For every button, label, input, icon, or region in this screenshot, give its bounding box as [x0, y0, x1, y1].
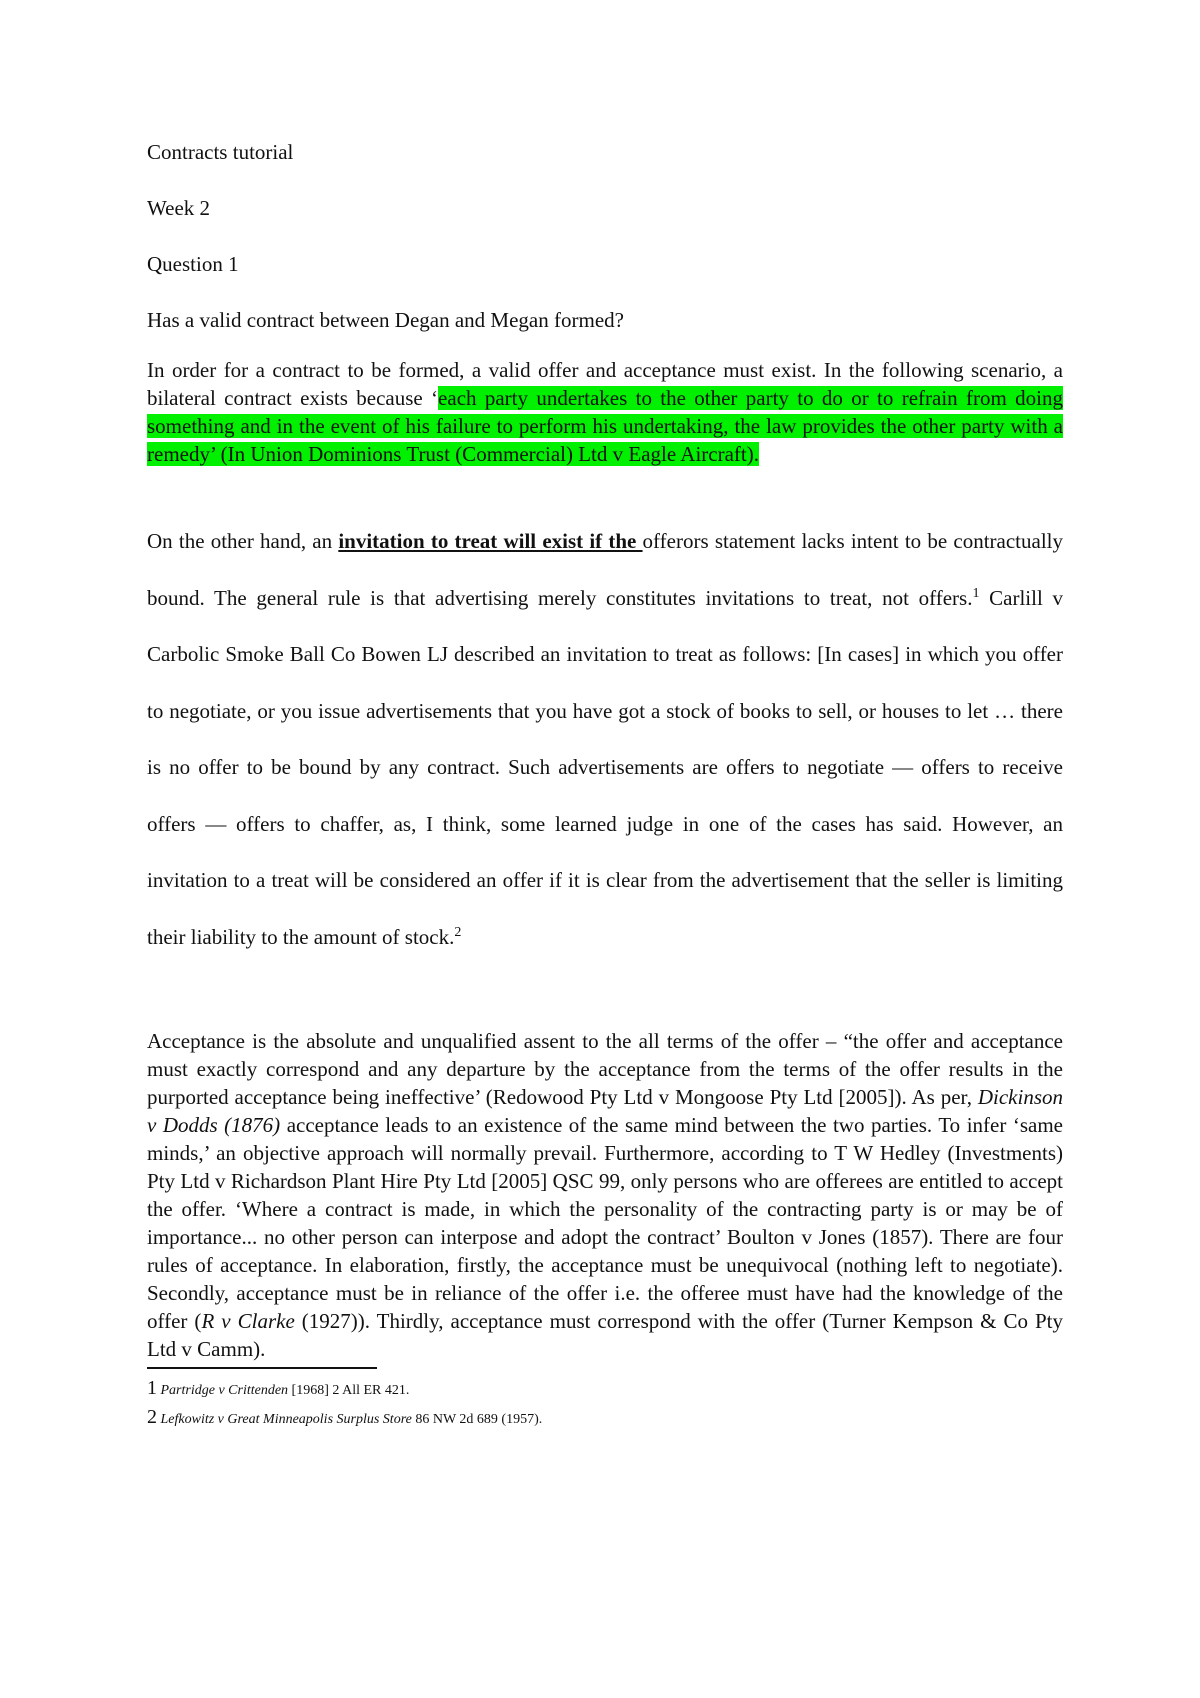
footnote-2-citation: 86 NW 2d 689 (1957).	[411, 1412, 543, 1427]
highlighted-quote: each party undertakes to the other party to do or to refrain from doing something and in the event of his failure to perform his undertaking, the law provides the other party with a remedy’ (In Union Dominions Trust (Commercial) Ltd v Eagle Aircraft).	[147, 386, 1064, 466]
footnote-2-case: Lefkowitz v Great Minneapolis Surplus Store	[160, 1412, 412, 1427]
paragraph2-part2: offerors statement lacks intent to be contractually bound. The general rule is that advertising merely constitutes invitations to treat, not offers.	[147, 529, 1063, 610]
footnote-ref-2[interactable]: 2	[454, 924, 462, 940]
footnote-separator	[147, 1367, 377, 1369]
footnote-ref-1[interactable]: 1	[972, 585, 980, 601]
week-label: Week 2	[147, 196, 211, 220]
paragraph1-intro: In order for a contract to be formed, a valid offer and acceptance must exist. In the following scenario, a bilateral contract exists because ‘	[147, 358, 1063, 410]
emphasis-invitation-to-treat: invitation to treat will exist if the	[338, 529, 643, 553]
case-r-v-clarke: R v Clarke	[201, 1309, 295, 1333]
footnote-1-case: Partridge v Crittenden	[160, 1383, 289, 1398]
paragraph3-part2: acceptance leads to an existence of the same mind between the two parties. To infer ‘same minds,’ an objective approach will normally prevail. Furthermore, according to T W Hedley (Investments) Pty Ltd v Richardson Plant Hire Pty Ltd [2005] QSC 99, only persons who are offerees are entitled to accept the offer. ‘Where a contract is made, in which the personality of the contracting party is or may be of importance... no other person can interpose and adopt the contract’ Boulton v Jones (1857). There are four rules of acceptance. In elaboration, firstly, the acceptance must be unequivocal (nothing left to negotiate). Secondly, acceptance must be in reliance of the offer i.e. the offeree must have had the knowledge of the offer (	[147, 1113, 1063, 1333]
case-dickinson-v-dodds: Dickinson v Dodds (1876)	[147, 1085, 1063, 1137]
paragraph2-part3: Carlill v Carbolic Smoke Ball Co Bowen LJ described an invitation to treat as follows: [In cases] in which you offer to negotiate, or you issue advertisements that you have got a stock of books to sell, or houses to let … there is no offer to be bound by any contract. Such advertisements are offers to negotiate — offers to receive offers — offers to chaffer, as, I think, some learned judge in one of the cases has said. However, an invitation to a treat will be considered an offer if it is clear from the advertisement that the seller is limiting their liability to the amount of stock.	[147, 585, 1063, 949]
question-prompt: Has a valid contract between Degan and Megan formed?	[147, 308, 624, 332]
paragraph-offer-acceptance	[147, 356, 1063, 468]
paragraph-invitation-to-treat	[147, 513, 1063, 965]
footnote-1-citation: [1968] 2 All ER 421.	[288, 1383, 410, 1398]
question-label: Question 1	[147, 252, 239, 276]
paragraph2-part1: On the other hand, an	[147, 529, 339, 553]
document-title: Contracts tutorial	[147, 140, 294, 164]
paragraph-acceptance	[147, 1027, 1063, 1363]
footnote-2-number: 2	[147, 1406, 157, 1428]
paragraph3-part1: Acceptance is the absolute and unqualified assent to the all terms of the offer – “the offer and acceptance must exactly correspond and any departure by the acceptance from the terms of the offer results in the purported acceptance being ineffective’ (Redowood Pty Ltd v Mongoose Pty Ltd [2005]). As per,	[147, 1029, 1063, 1109]
paragraph3-part3: (1927)). Thirdly, acceptance must correspond with the offer (Turner Kempson & Co Pty Ltd v Camm).	[147, 1309, 1063, 1361]
document-page	[147, 138, 1063, 1433]
footnote-1	[147, 1375, 1063, 1404]
footnote-1-number: 1	[147, 1377, 157, 1399]
footnote-2	[147, 1404, 1063, 1433]
